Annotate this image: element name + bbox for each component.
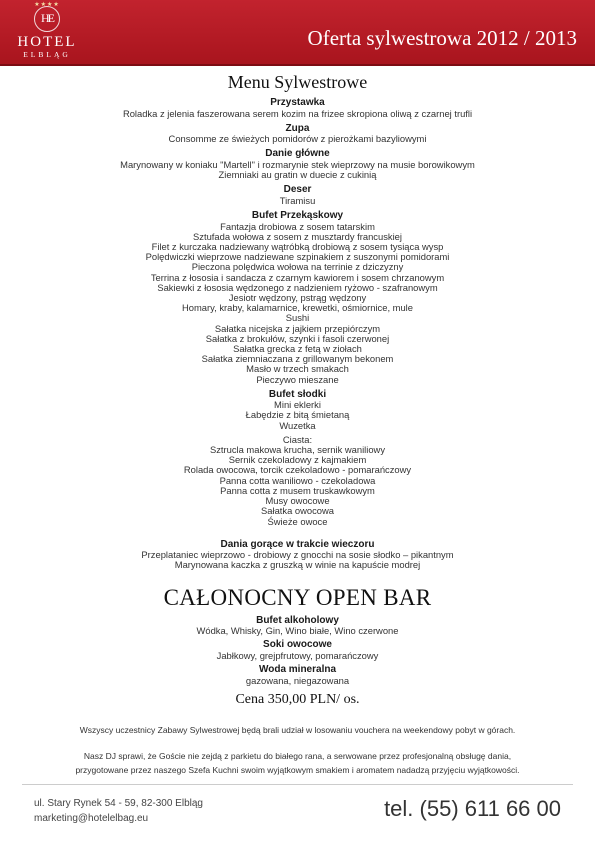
menu-item: Panna cotta waniliowo - czekoladowa [219, 474, 376, 486]
section-title-soki: Soki owocowe [263, 639, 332, 651]
section-title-bufet-slodki: Bufet słodki [268, 388, 327, 400]
menu-item: Świeże owoce [267, 515, 328, 527]
menu-item: Roladka z jelenia faszerowana serem kozim na frizee skropiona oliwą z czarnej trufli [122, 107, 473, 119]
chef-note: przygotowane przez naszego Szefa Kuchni swoim wyjątkowym smakiem i aromatem nadadzą przyjęciu wyjątkowości. [75, 764, 520, 775]
section-title-danie-glowne: Danie główne [265, 148, 330, 160]
logo-stars: ★★★★ [34, 2, 60, 8]
section-title-bufet-przekaskowy: Bufet Przekąskowy [251, 210, 344, 222]
section-title-przystawka: Przystawka [270, 97, 325, 108]
menu-item: Jabłkowy, grejpfrutowy, pomarańczowy [216, 649, 379, 661]
section-title-bufet-alkoholowy: Bufet alkoholowy [256, 614, 339, 626]
menu-item: Jesiotr wędzony, pstrąg wędzony [228, 291, 367, 303]
menu-item: Masło w trzech smakach [246, 363, 349, 375]
menu-item: Pieczywo mieszane [256, 373, 339, 385]
footer-phone[interactable]: tel. (55) 611 66 00 [384, 796, 561, 821]
menu-item: Terrina z łososia i sandacza z czarnym kawiorem i sosem chrzanowym [150, 271, 445, 283]
section-title-dania-gorace: Dania gorące w trakcie wieczoru [220, 538, 375, 550]
menu-item: Mini eklerki [274, 399, 321, 411]
menu-item: Ziemniaki au gratin w duecie z cukinią [218, 169, 377, 181]
menu-item: gazowana, niegazowana [245, 674, 350, 686]
open-bar-title: CAŁONOCNY OPEN BAR [163, 584, 432, 610]
menu-item: Pieczona polędwica wołowa na terrinie z dziczyzny [191, 261, 404, 273]
menu-item: Fantazja drobiowa z sosem tatarskim [220, 220, 375, 232]
menu-item: Sałatka nicejska z jajkiem przepiórczym [214, 322, 381, 334]
logo-name: HOTEL [17, 34, 77, 50]
footer-divider [22, 784, 573, 785]
menu-item: Sushi [285, 312, 310, 324]
menu-item: Sernik czekoladowy z kajmakiem [228, 454, 367, 466]
section-title-woda: Woda mineralna [258, 664, 337, 676]
menu-item: Sałatka ziemniaczana z grillowanym bekonem [201, 353, 394, 365]
menu-item: Sztufada wołowa z sosem z musztardy francuskiej [193, 230, 402, 242]
logo-mark: HE [41, 11, 53, 25]
section-title-zupa: Zupa [285, 122, 310, 134]
menu-item: Przeplataniec wieprzowo - drobiowy z gnocchi na sosie słodko – pikantnym [141, 549, 454, 561]
menu-title: Menu Sylwestrowe [227, 72, 368, 92]
price-per-person: Cena 350,00 PLN/ os. [235, 691, 360, 707]
menu-item: Wódka, Whisky, Gin, Wino białe, Wino czerwone [196, 625, 399, 637]
menu-item: Wuzetka [279, 419, 316, 431]
menu-item: Marynowany w koniaku "Martell" i rozmarynie stek wieprzowy na musie borowikowym [120, 158, 475, 170]
ciasta-label: Ciasta: [282, 433, 313, 445]
menu-item: Consomme ze świeżych pomidorów z pierożkami bazyliowymi [168, 133, 427, 145]
menu-item: Polędwiczki wieprzowe nadziewane szpinakiem z suszonymi pomidorami [145, 251, 450, 263]
section-title-deser: Deser [283, 184, 312, 196]
menu-item: Panna cotta z musem truskawkowym [220, 484, 375, 496]
menu-item: Sałatka grecka z fetą w ziołach [233, 342, 362, 354]
menu-item: Marynowana kaczka z gruszką w winie na kapuście modrej [174, 559, 421, 571]
footer-address: ul. Stary Rynek 54 - 59, 82-300 Elbląg [34, 798, 203, 809]
menu-item: Homary, kraby, kalamarnice, krewetki, ośmiornice, mule [182, 302, 413, 314]
offer-title: Oferta sylwestrowa 2012 / 2013 [307, 26, 577, 50]
voucher-note: Wszyscy uczestnicy Zabawy Sylwestrowej będą brali udział w losowaniu vouchera na weekendowy pobyt w górach. [79, 724, 516, 735]
menu-item: Łabędzie z bitą śmietaną [245, 409, 350, 421]
menu-item: Sałatka z brokułów, szynki i fasoli czerwonej [205, 332, 390, 344]
menu-item: Sakiewki z łososia wędzonego z nadzieniem ryżowo - szafranowym [157, 281, 438, 293]
logo-emblem-icon [34, 2, 60, 32]
menu-item: Sałatka owocowa [261, 505, 334, 517]
menu-item: Sztrucla makowa krucha, sernik waniliowy [209, 444, 386, 456]
menu-content [0, 70, 595, 777]
menu-item: Filet z kurczaka nadziewany wątróbką drobiową z sosem tysiąca wysp [151, 240, 444, 252]
menu-item: Tiramisu [279, 194, 316, 206]
menu-item: Rolada owocowa, torcik czekoladowo - pomarańczowy [183, 464, 412, 476]
footer-contact [34, 796, 203, 826]
footer-email[interactable]: marketing@hotelelbag.eu [34, 813, 149, 824]
header-divider [0, 64, 595, 66]
menu-item: Musy owocowe [265, 495, 330, 507]
logo-city: ELBLĄG [23, 50, 71, 59]
header-banner [0, 0, 595, 66]
dj-note: Nasz DJ sprawi, że Goście nie zejdą z parkietu do białego rana, a serwowane przez profesjonalną obsługę dania, [83, 750, 512, 761]
hotel-logo [12, 2, 82, 62]
